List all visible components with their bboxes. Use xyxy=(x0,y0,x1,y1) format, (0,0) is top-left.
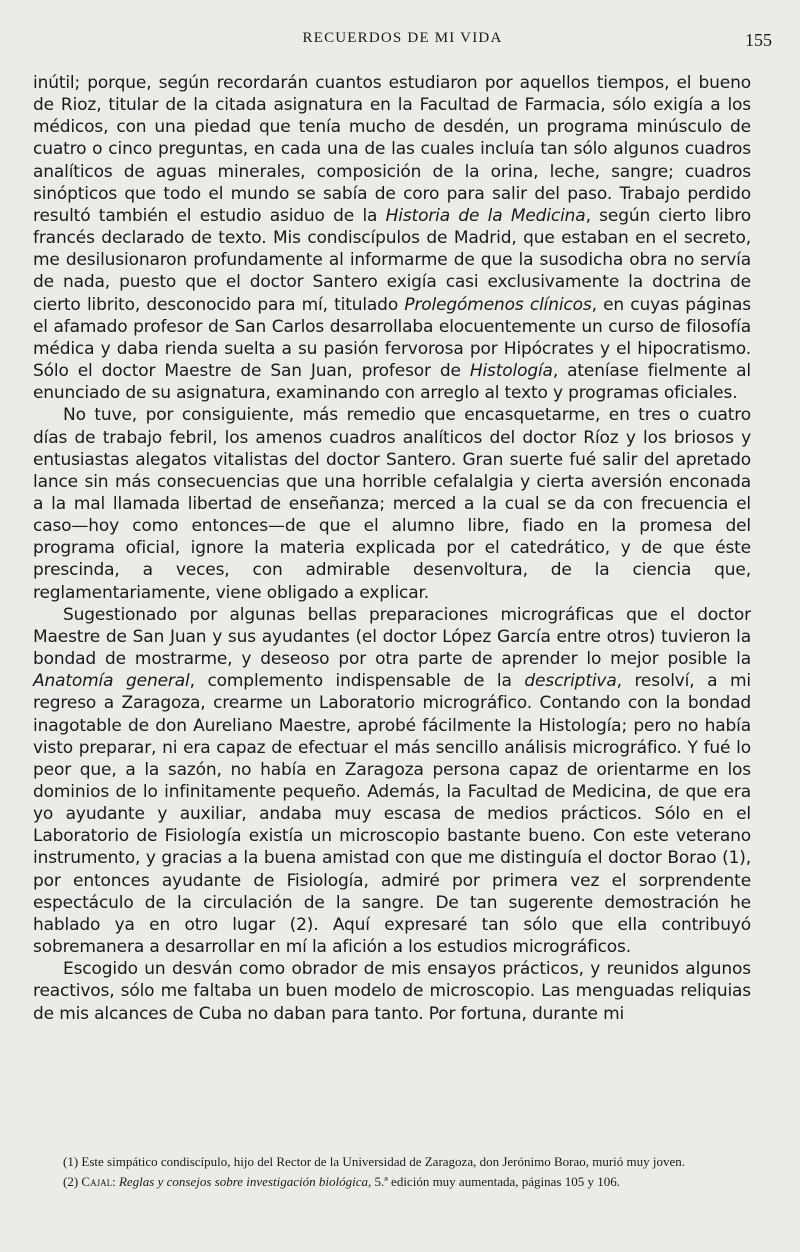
paragraph xyxy=(33,604,751,959)
page-header xyxy=(33,30,772,54)
body-text xyxy=(33,72,751,1025)
text-run: , 5.ª edición muy aumentada, páginas 105 y 106. xyxy=(367,1174,620,1189)
italic-text: Prolegómenos clínicos xyxy=(404,294,592,315)
italic-text: Reglas y consejos sobre investigación biológica xyxy=(118,1174,368,1189)
text-run: Sugestionado por algunas bellas preparaciones micrográficas que el doctor Maestre de San Juan y sus ayudantes (el doctor López García entre otros) tuvieron la bondad de mostrarme, y deseoso por otra parte de aprender lo mejor posible la xyxy=(33,604,751,670)
footnote xyxy=(33,1172,753,1192)
text-run: No tuve, por consiguiente, más remedio que encasquetarme, en tres o cuatro días de trabajo febril, los amenos cuadros analíticos del doctor Ríoz y los briosos y entusiastas alegatos vitalistas del doctor Santero. Gran suerte fué salir del apretado lance sin más consecuencias que una horrible cefalalgia y cierta aversión enconada a la mal llamada libertad de enseñanza; merced a la cual se da con frecuencia el caso—hoy como entonces—de que el alumno libre, fiado en la promesa del programa oficial, ignore la materia explicada por el catedrático, y de que éste prescinda, a veces, con admirable desenvoltura, de la ciencia que, reglamentariamente, viene obligado a explicar. xyxy=(33,405,751,603)
text-run: , en cuyas páginas el afamado profesor de San Carlos desarrollaba elocuentemente un curso de filosofía médica y daba rienda suelta a su pasión fervorosa por Hipócrates y el hipocratismo. Sólo el doctor Maestre de San Juan, profesor de xyxy=(33,294,751,382)
text-run: inútil; porque, según recordarán cuantos estudiaron por aquellos tiempos, el bueno de Rioz, titular de la citada asignatura en la Facultad de Farmacia, sólo exigía a los médicos, con una piedad que tenía mucho de desdén, un programa minúsculo de cuatro o cinco preguntas, en cada una de las cuales incluía tan sólo algunos cuadros analíticos de aguas minerales, composición de la orina, leche, sangre; cuadros sinópticos que todo el mundo se sabía de coro para salir del paso. Trabajo perdido resultó también el estudio asiduo de la xyxy=(33,73,751,226)
italic-text: Anatomía general xyxy=(33,671,190,692)
footnotes xyxy=(33,1152,753,1192)
footnote xyxy=(33,1152,753,1172)
text-run: Escogido un desván como obrador de mis ensayos prácticos, y reunidos algunos reactivos, sólo me faltaba un buen modelo de microscopio. Las menguadas reliquias de mis alcances de Cuba no daban para tanto. Por fortuna, durante mi xyxy=(33,959,751,1024)
italic-text: descriptiva xyxy=(524,671,617,692)
paragraph xyxy=(33,958,751,1024)
text-run: (2) xyxy=(63,1174,82,1189)
text-run: , resolví, a mi regreso a Zaragoza, crearme un Laboratorio micrográfico. Contando con la bondad inagotable de don Aureliano Maestre, aprobé fácilmente la Histología; pero no había visto preparar, ni era capaz de efectuar el más sencillo análisis micrográfico. Y fué lo peor que, a la sazón, no había en Zaragoza persona capaz de orientarme en los dominios de lo infinitamente pequeño. Además, la Facultad de Medicina, de que era yo ayudante y auxiliar, andaba muy escasa de medios prácticos. Sólo en el Laboratorio de Fisiología existía un microscopio bastante bueno. Con este veterano instrumento, y gracias a la buena amistad con que me distinguía el doctor Borao (1), por entonces ayudante de Fisiología, admiré por primera vez el sorprendente espectáculo de la circulación de la sangre. De tan sugerente demostración he hablado ya en otro lugar (2). Aquí expresaré tan sólo que ella contribuyó sobremanera a desarrollar en mí la afición a los estudios micrográficos. xyxy=(33,671,751,958)
author-name: Cajal xyxy=(81,1174,113,1189)
text-run: : xyxy=(112,1174,119,1189)
paragraph xyxy=(33,404,751,603)
page-number: 155 xyxy=(745,30,772,50)
running-title: RECUERDOS DE MI VIDA xyxy=(302,30,503,46)
text-run: (1) Este simpático condiscípulo, hijo del Rector de la Universidad de Zaragoza, don Jerónimo Borao, murió muy joven. xyxy=(63,1154,686,1169)
paragraph xyxy=(33,72,751,404)
italic-text: Historia de la Medicina xyxy=(385,205,586,226)
text-run: , ateníase fielmente al enunciado de su asignatura, examinando con arreglo al texto y programas oficiales. xyxy=(33,361,751,404)
italic-text: Histología xyxy=(469,361,553,382)
text-run: , según cierto libro francés declarado de texto. Mis condiscípulos de Madrid, que estaban en el secreto, me desilusionaron profundamente al informarme de que la susodicha obra no servía de nada, puesto que el doctor Santero exigía casi exclusivamente la doctrina de cierto librito, desconocido para mí, titulado xyxy=(33,205,751,315)
text-run: , complemento indispensable de la xyxy=(189,671,525,692)
